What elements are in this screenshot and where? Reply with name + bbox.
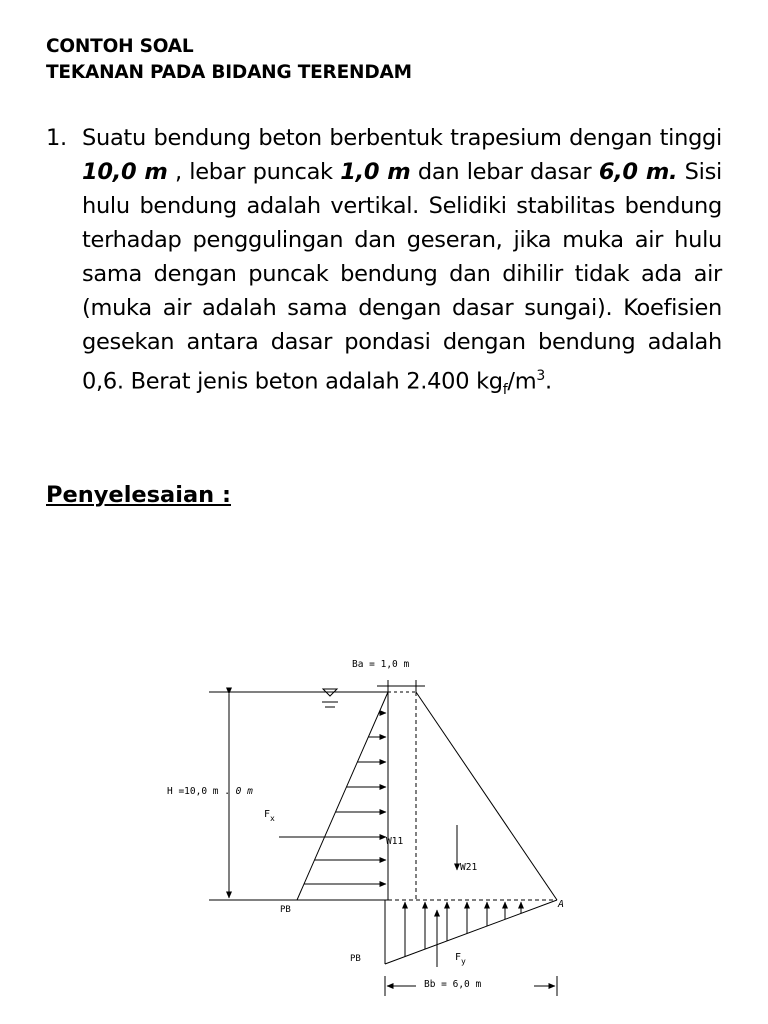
w11-label: W11: [386, 836, 404, 847]
point-a-label: A: [558, 899, 565, 910]
height-label: H =10,0 m . 0 m: [167, 786, 253, 797]
heading-line-1: CONTOH SOAL: [46, 36, 194, 57]
problem-text-part-2: , lebar puncak: [167, 159, 341, 185]
uplift-diagram-hypotenuse: [385, 900, 557, 964]
bottom-width-label: Bb = 6,0 m: [424, 979, 482, 990]
fy-label: $F_y$: [455, 952, 466, 966]
problem-text-part-3: dan lebar dasar: [410, 159, 599, 185]
dam-downstream-face: [416, 692, 557, 900]
pb-label-upstream: PB: [280, 905, 291, 915]
heading-line-2: TEKANAN PADA BIDANG TERENDAM: [46, 62, 412, 83]
top-width-value: 1,0 m: [340, 159, 411, 185]
height-value: 10,0 m: [82, 159, 168, 185]
solution-label: Penyelesaian :: [46, 482, 231, 508]
unit-superscript: 3: [536, 368, 545, 384]
bottom-width-value: 6,0 m.: [598, 159, 678, 185]
pb-label-base: PB: [350, 954, 361, 964]
problem-text-part-1: Suatu bendung beton berbentuk trapesium dengan tinggi: [82, 125, 722, 151]
w21-label: W21: [460, 862, 478, 873]
pressure-diagram-hypotenuse: [297, 692, 388, 900]
unit-kg: kg: [476, 368, 503, 395]
unit-subscript: f: [502, 382, 508, 398]
problem-text-part-5: .: [544, 368, 552, 395]
unit-per-m: /m: [507, 368, 537, 395]
problem-text-part-4: Sisi hulu bendung adalah vertikal. Selidiki stabilitas bendung terhadap penggulingan dan geseran, jika muka air hulu sama dengan puncak bendung dan dihilir tidak ada air (muka air adalah sama dengan dasar sungai). Koefisien gesekan antara dasar pondasi dengan bendung adalah 0,6. Berat jenis beton adalah 2.400: [82, 159, 722, 395]
fx-label: $F_x$: [264, 809, 275, 823]
problem-number: 1.: [46, 125, 67, 151]
top-width-label: Ba = 1,0 m: [352, 659, 410, 670]
